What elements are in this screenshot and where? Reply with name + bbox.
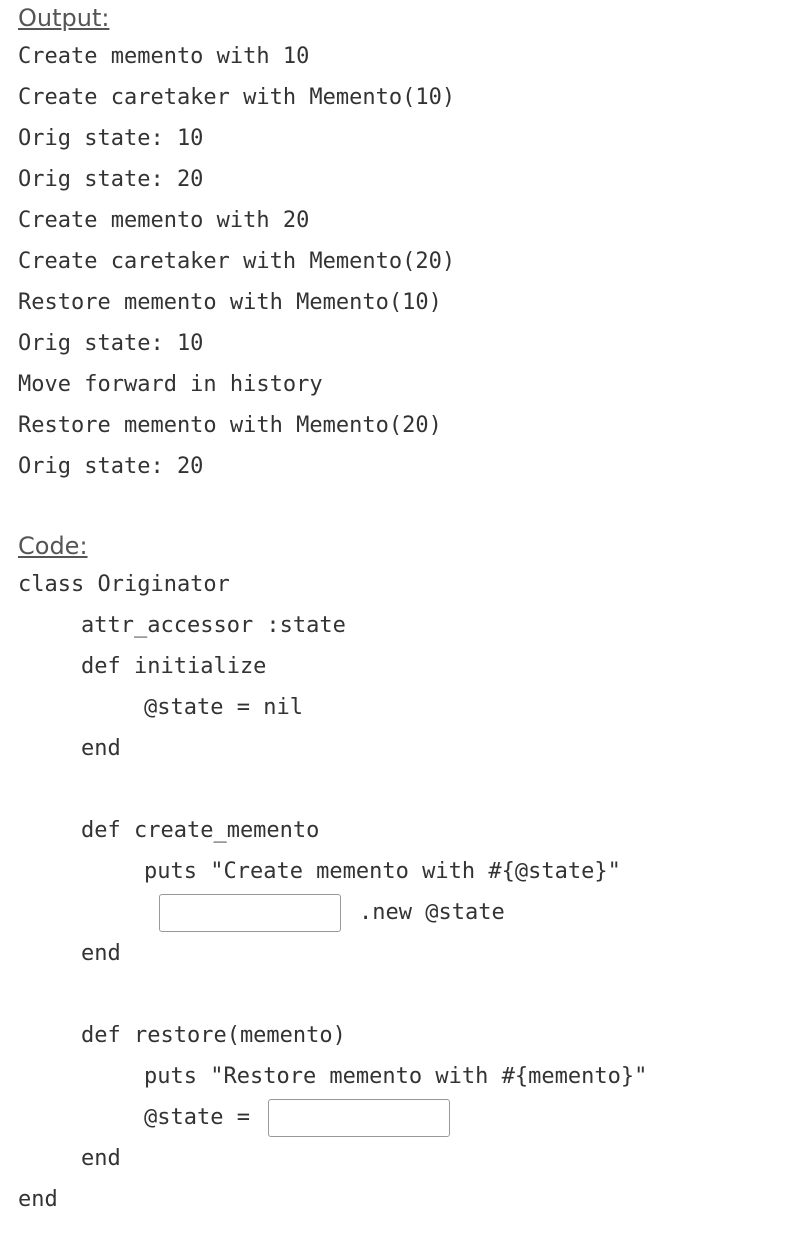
code-restore-assign: @state = [144, 1105, 250, 1130]
code-restore-assign-line [18, 1097, 798, 1138]
output-line: Orig state: 20 [18, 454, 204, 479]
blank-restore-value-input[interactable] [268, 1099, 450, 1137]
code-def-create-memento: def create_memento [81, 818, 320, 843]
code-init-end: end [81, 736, 121, 761]
code-class-decl: class Originator [18, 572, 230, 597]
output-line: Orig state: 10 [18, 331, 204, 356]
code-create-puts: puts "Create memento with #{@state}" [144, 859, 621, 884]
code-init-body: @state = nil [144, 695, 303, 720]
code-block [18, 564, 798, 1220]
code-blank-line [18, 974, 798, 1015]
section-gap [18, 487, 798, 528]
output-line: Orig state: 10 [18, 126, 204, 151]
code-new-suffix: .new @state [359, 900, 505, 925]
output-heading: Output: [18, 4, 110, 32]
code-def-restore: def restore(memento) [81, 1023, 346, 1048]
code-create-new-line [18, 892, 798, 933]
code-restore-end: end [81, 1146, 121, 1171]
output-line: Restore memento with Memento(20) [18, 413, 442, 438]
output-line: Create caretaker with Memento(10) [18, 85, 456, 110]
code-restore-puts: puts "Restore memento with #{memento}" [144, 1064, 648, 1089]
code-blank-line [18, 769, 798, 810]
blank-class-name-input[interactable] [159, 894, 341, 932]
output-line: Create caretaker with Memento(20) [18, 249, 456, 274]
output-line: Move forward in history [18, 372, 323, 397]
code-def-initialize: def initialize [81, 654, 267, 679]
code-heading: Code: [18, 532, 88, 560]
output-line: Create memento with 10 [18, 44, 310, 69]
code-create-end: end [81, 941, 121, 966]
output-block [18, 36, 798, 487]
output-line: Restore memento with Memento(10) [18, 290, 442, 315]
code-attr-accessor: attr_accessor :state [81, 613, 346, 638]
page [18, 0, 798, 1220]
output-line: Orig state: 20 [18, 167, 204, 192]
code-class-end: end [18, 1187, 58, 1212]
output-line: Create memento with 20 [18, 208, 310, 233]
